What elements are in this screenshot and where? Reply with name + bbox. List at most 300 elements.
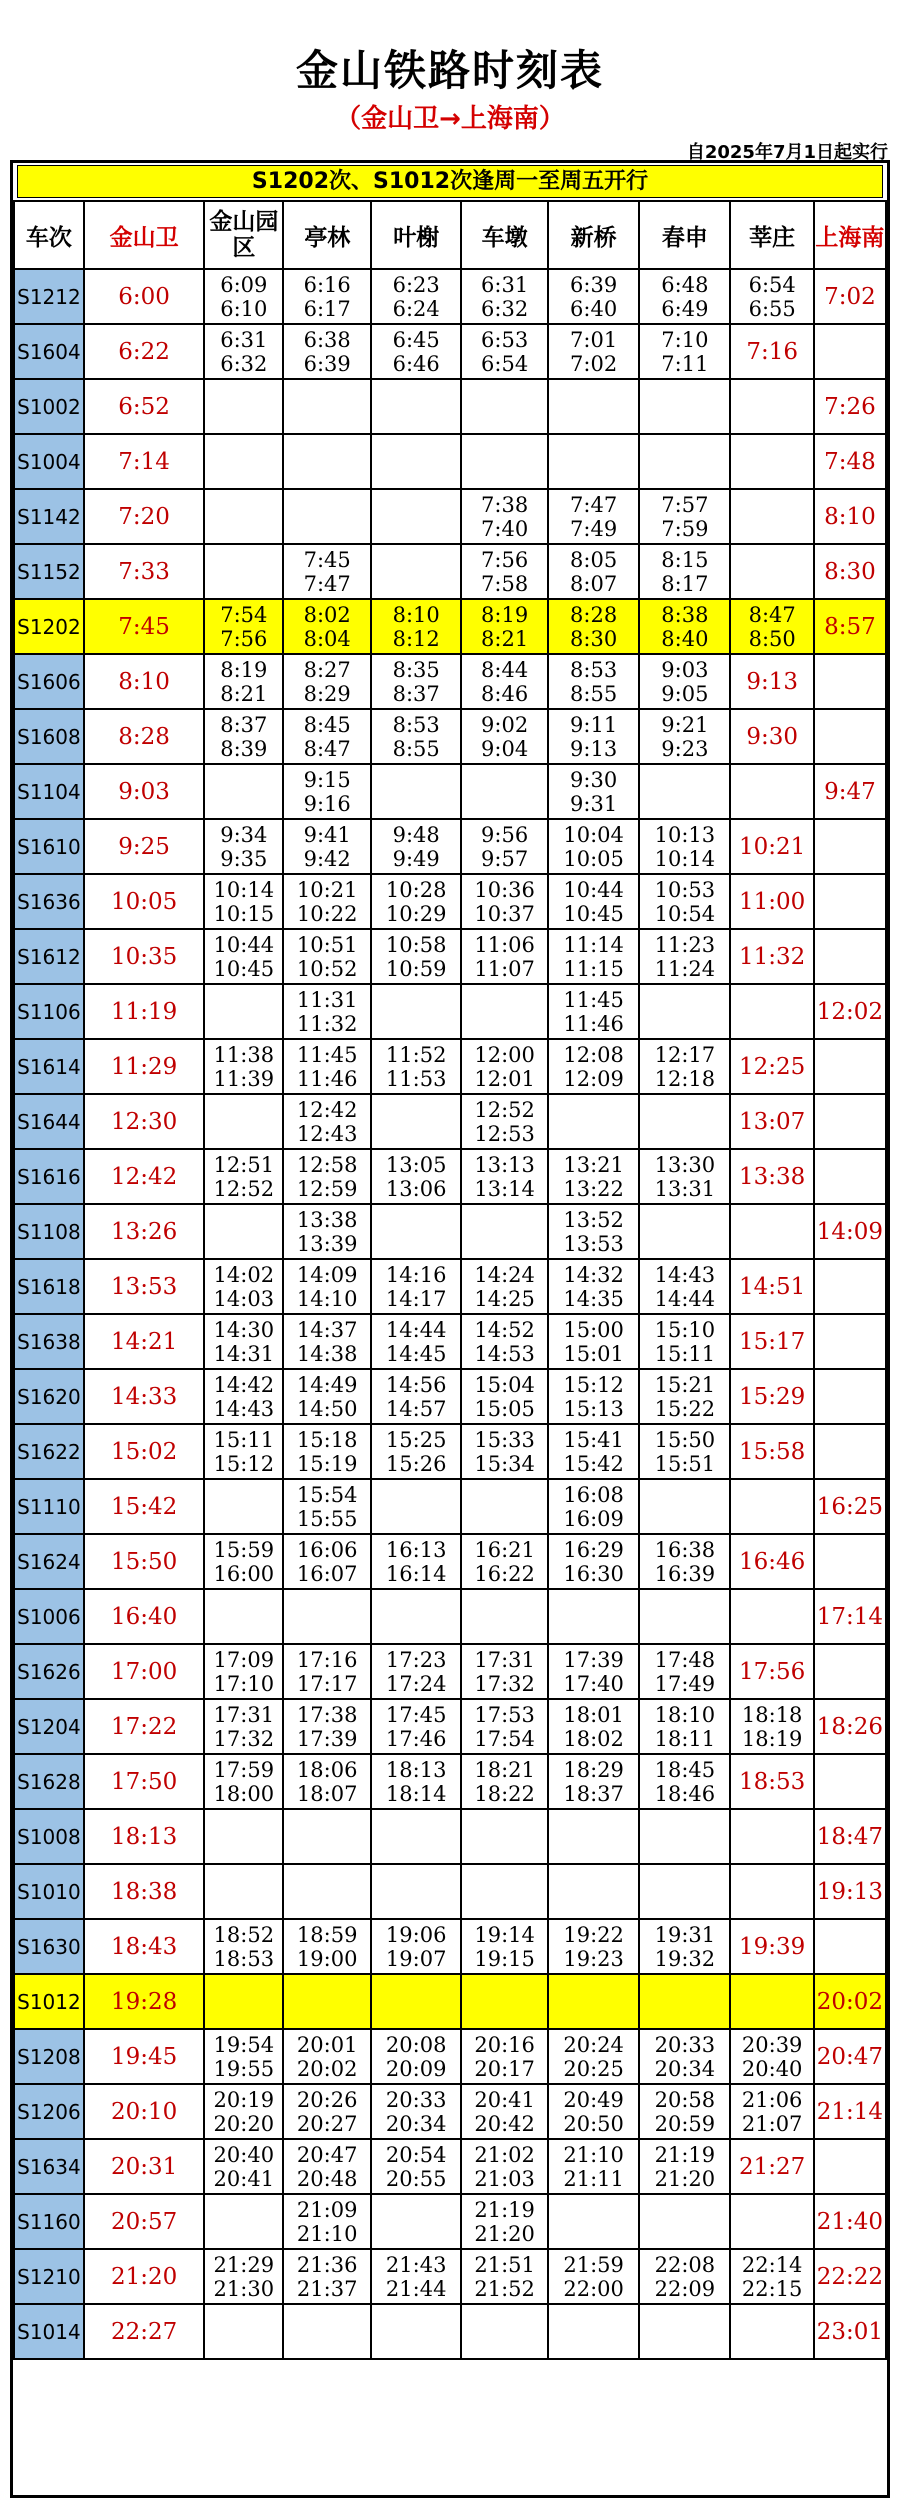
departure-time: 20:40 xyxy=(741,2056,803,2081)
arrival-time: 9:02 xyxy=(481,712,529,737)
departure-time: 9:49 xyxy=(392,846,440,871)
arr-dep-time xyxy=(461,2139,548,2194)
table-row xyxy=(14,599,886,654)
effective-date: 自2025年7月1日起实行 xyxy=(686,142,888,163)
departure-time: 21:20 xyxy=(654,2166,716,2191)
departure-time: 21:11 xyxy=(563,2166,624,2191)
departure-time: 21:37 xyxy=(296,2276,358,2301)
arrival-time: 11:06 xyxy=(474,932,535,957)
time-cell: 12:42 xyxy=(84,1149,205,1204)
empty-cell xyxy=(283,1864,371,1919)
arrival-time: 17:31 xyxy=(474,1647,535,1672)
arrival-time: 20:19 xyxy=(213,2087,275,2112)
arr-dep-time xyxy=(204,1699,283,1754)
arr-dep-time xyxy=(371,2249,461,2304)
table-row xyxy=(14,1259,886,1314)
arr-dep-time xyxy=(461,324,548,379)
empty-cell xyxy=(814,1094,886,1149)
arrival-time: 9:48 xyxy=(392,822,440,847)
empty-cell xyxy=(371,379,461,434)
time-cell: 12:25 xyxy=(730,1039,813,1094)
arrival-time: 14:02 xyxy=(213,1262,275,1287)
time-cell: 20:31 xyxy=(84,2139,205,2194)
arr-dep-time xyxy=(283,874,371,929)
arr-dep-time xyxy=(371,269,461,324)
arr-dep-time xyxy=(639,654,730,709)
table-row xyxy=(14,544,886,599)
arr-dep-time xyxy=(371,1039,461,1094)
arr-dep-time xyxy=(548,1314,639,1369)
train-number: S1626 xyxy=(14,1644,84,1699)
arrival-time: 21:29 xyxy=(213,2252,275,2277)
arr-dep-time xyxy=(371,1314,461,1369)
departure-time: 17:17 xyxy=(296,1671,358,1696)
time-cell: 9:30 xyxy=(730,709,813,764)
departure-time: 6:40 xyxy=(570,296,618,321)
time-cell: 15:29 xyxy=(730,1369,813,1424)
departure-time: 8:12 xyxy=(392,626,440,651)
arr-dep-time xyxy=(461,1039,548,1094)
train-number: S1202 xyxy=(14,599,84,654)
arrival-time: 10:53 xyxy=(654,877,716,902)
time-cell: 10:05 xyxy=(84,874,205,929)
empty-cell xyxy=(639,1974,730,2029)
arr-dep-time xyxy=(639,1424,730,1479)
departure-time: 6:24 xyxy=(392,296,440,321)
departure-time: 20:27 xyxy=(296,2111,358,2136)
time-cell: 18:13 xyxy=(84,1809,205,1864)
arrival-time: 13:13 xyxy=(474,1152,535,1177)
arr-dep-time xyxy=(548,269,639,324)
arrival-time: 20:16 xyxy=(474,2032,535,2057)
time-cell: 7:48 xyxy=(814,434,886,489)
arrival-time: 18:06 xyxy=(296,1757,358,1782)
arr-dep-time xyxy=(371,654,461,709)
table-row xyxy=(14,764,886,819)
arr-dep-time xyxy=(548,1039,639,1094)
empty-cell xyxy=(814,1314,886,1369)
time-cell: 19:13 xyxy=(814,1864,886,1919)
arr-dep-time xyxy=(461,1259,548,1314)
arrival-time: 20:26 xyxy=(296,2087,358,2112)
departure-time: 8:21 xyxy=(220,681,268,706)
arr-dep-time xyxy=(548,1754,639,1809)
arr-dep-time xyxy=(730,269,813,324)
arr-dep-time xyxy=(204,2029,283,2084)
empty-cell xyxy=(814,1424,886,1479)
departure-time: 17:40 xyxy=(563,1671,624,1696)
departure-time: 8:50 xyxy=(748,626,796,651)
empty-cell xyxy=(814,654,886,709)
arrival-time: 8:28 xyxy=(570,602,618,627)
arrival-time: 9:41 xyxy=(303,822,351,847)
departure-time: 18:53 xyxy=(213,1946,275,1971)
arrival-time: 15:10 xyxy=(654,1317,716,1342)
time-cell: 8:10 xyxy=(814,489,886,544)
train-number: S1618 xyxy=(14,1259,84,1314)
time-cell: 9:25 xyxy=(84,819,205,874)
departure-time: 15:12 xyxy=(213,1451,275,1476)
arrival-time: 8:47 xyxy=(748,602,796,627)
empty-cell xyxy=(204,544,283,599)
arr-dep-time xyxy=(283,1259,371,1314)
departure-time: 12:43 xyxy=(296,1121,358,1146)
arrival-time: 7:38 xyxy=(481,492,529,517)
arr-dep-time xyxy=(548,2139,639,2194)
page-title: 金山铁路时刻表 xyxy=(295,46,604,95)
arr-dep-time xyxy=(371,709,461,764)
departure-time: 8:40 xyxy=(661,626,709,651)
time-cell: 17:22 xyxy=(84,1699,205,1754)
departure-time: 12:52 xyxy=(213,1176,275,1201)
arr-dep-time xyxy=(283,324,371,379)
empty-cell xyxy=(204,1974,283,2029)
departure-time: 15:51 xyxy=(654,1451,716,1476)
arr-dep-time xyxy=(548,984,639,1039)
arrival-time: 15:50 xyxy=(654,1427,716,1452)
departure-time: 19:23 xyxy=(563,1946,624,1971)
arr-dep-time xyxy=(639,269,730,324)
empty-cell xyxy=(371,1809,461,1864)
arr-dep-time xyxy=(548,1644,639,1699)
departure-time: 21:44 xyxy=(385,2276,447,2301)
departure-time: 6:39 xyxy=(303,351,351,376)
departure-time: 20:25 xyxy=(563,2056,624,2081)
arrival-time: 17:45 xyxy=(385,1702,447,1727)
arrival-time: 14:44 xyxy=(385,1317,447,1342)
arrival-time: 11:52 xyxy=(385,1042,447,1067)
departure-time: 8:17 xyxy=(661,571,709,596)
departure-time: 14:10 xyxy=(296,1286,358,1311)
time-cell: 9:03 xyxy=(84,764,205,819)
departure-time: 13:14 xyxy=(474,1176,535,1201)
arrival-time: 20:24 xyxy=(563,2032,624,2057)
arr-dep-time xyxy=(461,1534,548,1589)
arrival-time: 8:44 xyxy=(481,657,529,682)
arrival-time: 18:01 xyxy=(563,1702,624,1727)
empty-cell xyxy=(730,1479,813,1534)
departure-time: 17:24 xyxy=(385,1671,447,1696)
arrival-time: 11:23 xyxy=(654,932,716,957)
train-number: S1106 xyxy=(14,984,84,1039)
table-row xyxy=(14,324,886,379)
departure-time: 10:59 xyxy=(385,956,447,981)
time-cell: 15:17 xyxy=(730,1314,813,1369)
arrival-time: 21:59 xyxy=(563,2252,624,2277)
table-row xyxy=(14,1039,886,1094)
time-cell: 21:20 xyxy=(84,2249,205,2304)
train-number: S1204 xyxy=(14,1699,84,1754)
arr-dep-time xyxy=(461,1314,548,1369)
empty-cell xyxy=(371,1589,461,1644)
time-cell: 15:58 xyxy=(730,1424,813,1479)
arrival-time: 18:13 xyxy=(385,1757,447,1782)
empty-cell xyxy=(814,709,886,764)
empty-cell xyxy=(371,1864,461,1919)
arr-dep-time xyxy=(548,2029,639,2084)
arrival-time: 19:14 xyxy=(474,1922,535,1947)
train-number: S1606 xyxy=(14,654,84,709)
departure-time: 20:59 xyxy=(654,2111,716,2136)
departure-time: 19:55 xyxy=(213,2056,275,2081)
arrival-time: 11:14 xyxy=(563,932,624,957)
arrival-time: 6:45 xyxy=(392,327,440,352)
table-row xyxy=(14,2304,886,2359)
arr-dep-time xyxy=(283,2194,371,2249)
arrival-time: 20:33 xyxy=(385,2087,447,2112)
time-cell: 12:02 xyxy=(814,984,886,1039)
departure-time: 16:07 xyxy=(296,1561,358,1586)
arrival-time: 20:39 xyxy=(741,2032,803,2057)
arr-dep-time xyxy=(204,1754,283,1809)
arrival-time: 14:56 xyxy=(385,1372,447,1397)
train-number: S1624 xyxy=(14,1534,84,1589)
arrival-time: 20:54 xyxy=(385,2142,447,2167)
empty-cell xyxy=(814,2139,886,2194)
departure-time: 13:22 xyxy=(563,1176,624,1201)
arr-dep-time xyxy=(283,1699,371,1754)
empty-cell xyxy=(461,1204,548,1259)
empty-cell xyxy=(371,984,461,1039)
arr-dep-time xyxy=(204,654,283,709)
departure-time: 17:54 xyxy=(474,1726,535,1751)
empty-cell xyxy=(814,1039,886,1094)
train-number: S1014 xyxy=(14,2304,84,2359)
empty-cell xyxy=(204,1204,283,1259)
departure-time: 11:53 xyxy=(385,1066,447,1091)
arrival-time: 20:41 xyxy=(474,2087,535,2112)
train-number: S1004 xyxy=(14,434,84,489)
arrival-time: 10:44 xyxy=(213,932,275,957)
arrival-time: 13:30 xyxy=(654,1152,716,1177)
time-cell: 15:42 xyxy=(84,1479,205,1534)
departure-time: 7:02 xyxy=(570,351,618,376)
arrival-time: 20:33 xyxy=(654,2032,716,2057)
train-number: S1638 xyxy=(14,1314,84,1369)
empty-cell xyxy=(461,434,548,489)
train-number: S1630 xyxy=(14,1919,84,1974)
arrival-time: 12:58 xyxy=(296,1152,358,1177)
table-row xyxy=(14,1589,886,1644)
time-cell: 10:21 xyxy=(730,819,813,874)
arrival-time: 18:45 xyxy=(654,1757,716,1782)
departure-time: 16:09 xyxy=(563,1506,624,1531)
arrival-time: 17:48 xyxy=(654,1647,716,1672)
train-number: S1152 xyxy=(14,544,84,599)
departure-time: 21:03 xyxy=(474,2166,535,2191)
table-row xyxy=(14,1974,886,2029)
time-cell: 7:16 xyxy=(730,324,813,379)
departure-time: 20:41 xyxy=(213,2166,275,2191)
table-row xyxy=(14,2139,886,2194)
table-row xyxy=(14,379,886,434)
departure-time: 21:52 xyxy=(474,2276,535,2301)
train-number: S1110 xyxy=(14,1479,84,1534)
arrival-time: 8:02 xyxy=(303,602,351,627)
empty-cell xyxy=(548,434,639,489)
empty-cell xyxy=(730,1809,813,1864)
arrival-time: 6:16 xyxy=(303,272,351,297)
arr-dep-time xyxy=(204,1039,283,1094)
empty-cell xyxy=(548,1974,639,2029)
arrival-time: 14:32 xyxy=(563,1262,624,1287)
arrival-time: 9:21 xyxy=(661,712,709,737)
departure-time: 10:29 xyxy=(385,901,447,926)
departure-time: 11:39 xyxy=(213,1066,275,1091)
departure-time: 16:30 xyxy=(563,1561,624,1586)
arrival-time: 9:11 xyxy=(570,712,618,737)
departure-time: 8:39 xyxy=(220,736,268,761)
arrival-time: 16:08 xyxy=(563,1482,624,1507)
departure-time: 20:20 xyxy=(213,2111,275,2136)
departure-time: 12:59 xyxy=(296,1176,358,1201)
arrival-time: 15:59 xyxy=(213,1537,275,1562)
empty-cell xyxy=(814,1919,886,1974)
time-cell: 16:46 xyxy=(730,1534,813,1589)
arr-dep-time xyxy=(548,544,639,599)
departure-time: 17:10 xyxy=(213,1671,275,1696)
arr-dep-time xyxy=(639,1149,730,1204)
empty-cell xyxy=(639,764,730,819)
arr-dep-time xyxy=(461,1919,548,1974)
arr-dep-time xyxy=(461,599,548,654)
arrival-time: 8:27 xyxy=(303,657,351,682)
arr-dep-time xyxy=(283,1479,371,1534)
departure-time: 19:07 xyxy=(385,1946,447,1971)
arr-dep-time xyxy=(548,1149,639,1204)
arr-dep-time xyxy=(461,1369,548,1424)
table-row xyxy=(14,1809,886,1864)
train-number: S1212 xyxy=(14,269,84,324)
time-cell: 14:51 xyxy=(730,1259,813,1314)
departure-time: 7:11 xyxy=(661,351,709,376)
time-cell: 17:50 xyxy=(84,1754,205,1809)
arrival-time: 10:04 xyxy=(563,822,624,847)
arr-dep-time xyxy=(204,2084,283,2139)
time-cell: 8:30 xyxy=(814,544,886,599)
table-row xyxy=(14,1919,886,1974)
time-cell: 20:57 xyxy=(84,2194,205,2249)
time-cell: 14:33 xyxy=(84,1369,205,1424)
arrival-time: 8:38 xyxy=(661,602,709,627)
arrival-time: 21:19 xyxy=(654,2142,716,2167)
arr-dep-time xyxy=(461,2194,548,2249)
empty-cell xyxy=(730,764,813,819)
empty-cell xyxy=(371,1974,461,2029)
departure-time: 12:01 xyxy=(474,1066,535,1091)
time-cell: 13:38 xyxy=(730,1149,813,1204)
col-shanghai-south: 上海南 xyxy=(814,201,886,269)
time-cell: 11:32 xyxy=(730,929,813,984)
arrival-time: 15:25 xyxy=(385,1427,447,1452)
train-number: S1104 xyxy=(14,764,84,819)
arrival-time: 12:08 xyxy=(563,1042,624,1067)
arr-dep-time xyxy=(639,709,730,764)
arr-dep-time xyxy=(548,1919,639,1974)
arrival-time: 18:59 xyxy=(296,1922,358,1947)
arr-dep-time xyxy=(204,1259,283,1314)
arrival-time: 21:19 xyxy=(474,2197,535,2222)
train-number: S1108 xyxy=(14,1204,84,1259)
empty-cell xyxy=(548,2304,639,2359)
arrival-time: 13:52 xyxy=(563,1207,624,1232)
arr-dep-time xyxy=(204,324,283,379)
train-number: S1002 xyxy=(14,379,84,434)
arrival-time: 18:10 xyxy=(654,1702,716,1727)
empty-cell xyxy=(461,1809,548,1864)
arrival-time: 18:21 xyxy=(474,1757,535,1782)
arr-dep-time xyxy=(548,599,639,654)
arr-dep-time xyxy=(639,1644,730,1699)
arrival-time: 16:13 xyxy=(385,1537,447,1562)
arr-dep-time xyxy=(283,1644,371,1699)
empty-cell xyxy=(461,1864,548,1919)
departure-time: 14:35 xyxy=(563,1286,624,1311)
departure-time: 10:37 xyxy=(474,901,535,926)
empty-cell xyxy=(461,1589,548,1644)
arrival-time: 14:37 xyxy=(296,1317,358,1342)
arr-dep-time xyxy=(461,1424,548,1479)
departure-time: 18:02 xyxy=(563,1726,624,1751)
departure-time: 9:04 xyxy=(481,736,529,761)
arrival-time: 20:08 xyxy=(385,2032,447,2057)
arr-dep-time xyxy=(204,709,283,764)
arr-dep-time xyxy=(639,1314,730,1369)
arrival-time: 6:23 xyxy=(392,272,440,297)
train-number: S1206 xyxy=(14,2084,84,2139)
arr-dep-time xyxy=(548,1259,639,1314)
arrival-time: 20:49 xyxy=(563,2087,624,2112)
empty-cell xyxy=(639,2304,730,2359)
arrival-time: 7:45 xyxy=(303,547,351,572)
departure-time: 22:15 xyxy=(741,2276,803,2301)
arr-dep-time xyxy=(204,1919,283,1974)
departure-time: 8:47 xyxy=(303,736,351,761)
train-number: S1006 xyxy=(14,1589,84,1644)
arr-dep-time xyxy=(371,1259,461,1314)
departure-time: 8:04 xyxy=(303,626,351,651)
arr-dep-time xyxy=(283,1039,371,1094)
arr-dep-time xyxy=(548,1369,639,1424)
departure-time: 10:14 xyxy=(654,846,716,871)
arr-dep-time xyxy=(371,819,461,874)
arrival-time: 17:23 xyxy=(385,1647,447,1672)
arr-dep-time xyxy=(204,1149,283,1204)
departure-time: 20:17 xyxy=(474,2056,535,2081)
empty-cell xyxy=(204,1864,283,1919)
arrival-time: 20:01 xyxy=(296,2032,358,2057)
arrival-time: 15:21 xyxy=(654,1372,716,1397)
arrival-time: 10:28 xyxy=(385,877,447,902)
departure-time: 8:37 xyxy=(392,681,440,706)
arrival-time: 20:58 xyxy=(654,2087,716,2112)
arr-dep-time xyxy=(461,544,548,599)
arr-dep-time xyxy=(371,2084,461,2139)
time-cell: 12:30 xyxy=(84,1094,205,1149)
arrival-time: 14:49 xyxy=(296,1372,358,1397)
arrival-time: 10:21 xyxy=(296,877,358,902)
departure-time: 13:39 xyxy=(296,1231,358,1256)
arr-dep-time xyxy=(548,1699,639,1754)
table-row xyxy=(14,1864,886,1919)
arrival-time: 8:45 xyxy=(303,712,351,737)
departure-time: 15:11 xyxy=(654,1341,716,1366)
arr-dep-time xyxy=(204,1314,283,1369)
arrival-time: 13:21 xyxy=(563,1152,624,1177)
arr-dep-time xyxy=(204,1534,283,1589)
arr-dep-time xyxy=(639,2249,730,2304)
arr-dep-time xyxy=(548,2249,639,2304)
